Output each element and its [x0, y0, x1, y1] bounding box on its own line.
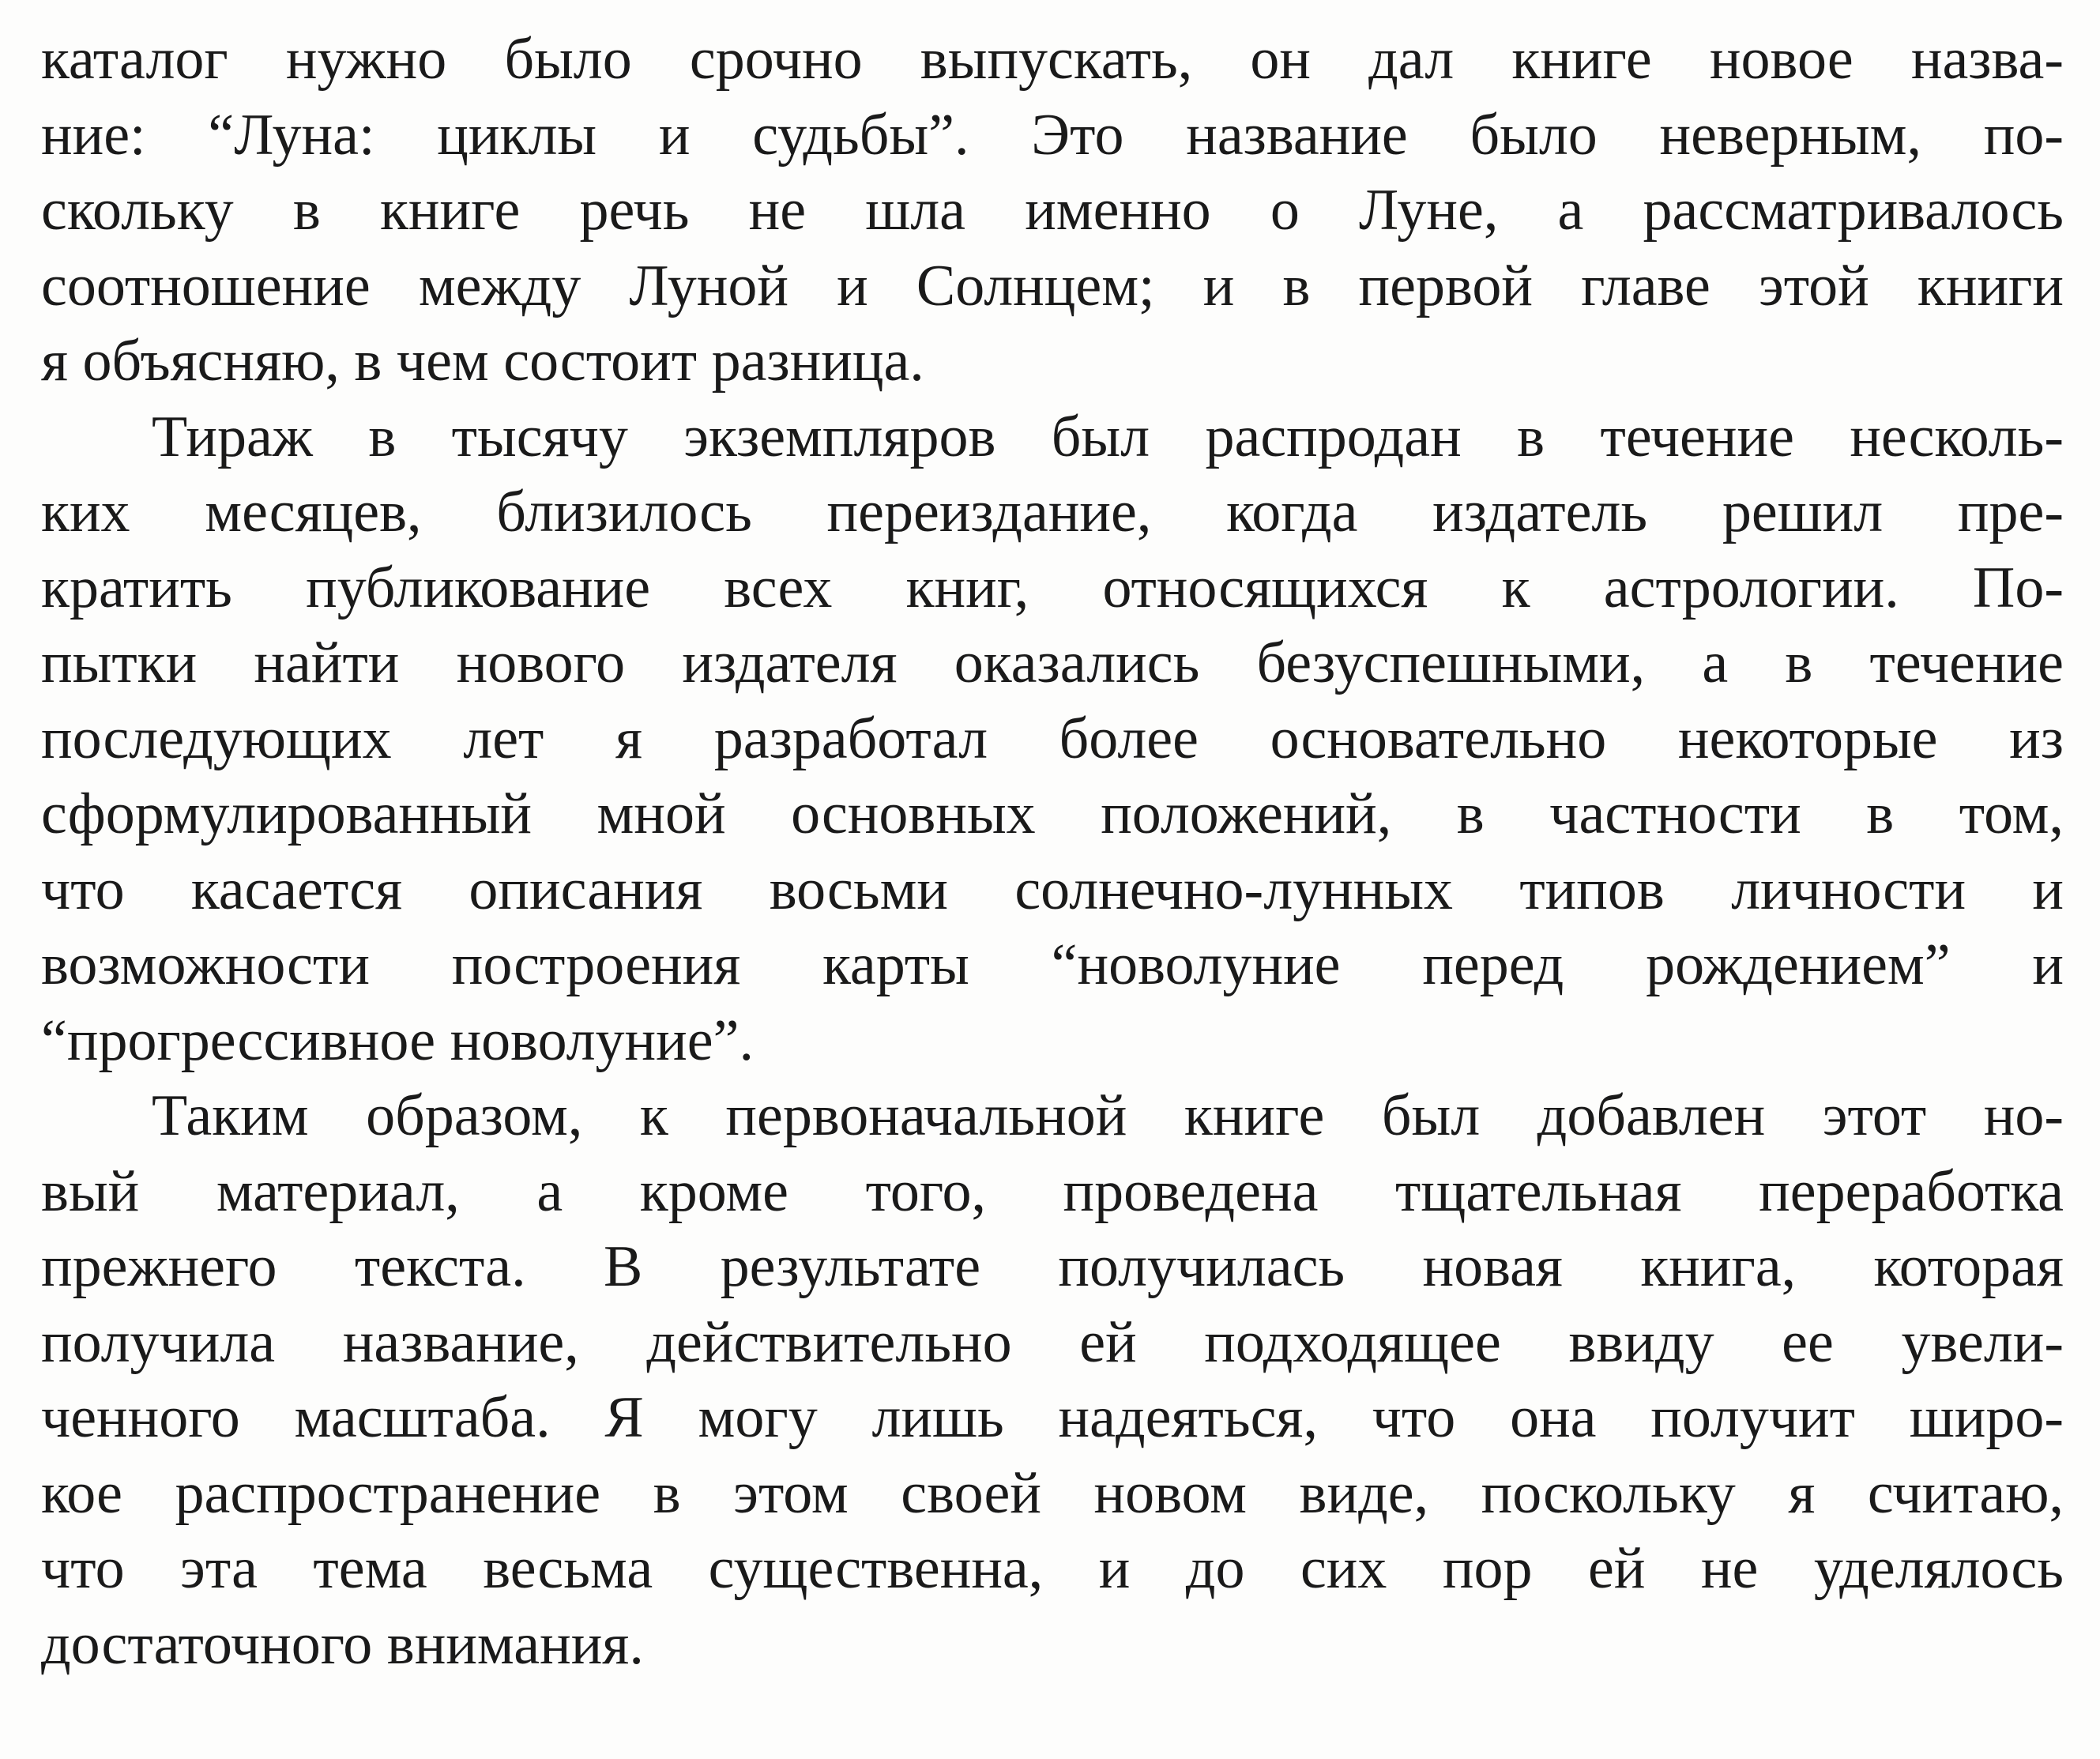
text-line: что касается описания восьми солнечно-лунных типов личности и [41, 857, 2064, 922]
text-line: кое распространение в этом своей новом виде, поскольку я считаю, [41, 1460, 2064, 1526]
text-line: я объясняю, в чем состоит разница. [41, 329, 924, 394]
text-line: кратить публикование всех книг, относящихся к астрологии. По- [41, 555, 2064, 620]
paragraph-3 [41, 1079, 2064, 1682]
text-line: пытки найти нового издателя оказались безуспешными, а в течение [41, 631, 2064, 695]
text-line: вый материал, а кроме того, проведена тщательная переработка [41, 1158, 2064, 1224]
text-line: возможности построения карты “новолуние перед рождением” и [41, 932, 2064, 997]
text-line: прежнего текста. В результате получилась новая книга, которая [41, 1234, 2064, 1299]
paragraph-1 [41, 22, 2064, 400]
text-line: каталог нужно было срочно выпускать, он дал книге новое назва- [41, 27, 2064, 92]
book-text [41, 22, 2064, 1682]
text-line: Тираж в тысячу экземпляров был распродан в течение несколь- [152, 404, 2064, 469]
text-line: ченного масштаба. Я могу лишь надеяться, что она получит широ- [41, 1385, 2064, 1450]
text-line: Таким образом, к первоначальной книге был добавлен этот но- [152, 1083, 2064, 1148]
text-line: что эта тема весьма существенна, и до сих пор ей не уделялось [41, 1536, 2064, 1601]
paragraph-2 [41, 400, 2064, 1079]
text-line: “прогрессивное новолуние”. [41, 1008, 754, 1073]
text-line: сформулированный мной основных положений, в частности в том, [41, 782, 2064, 846]
text-line: достаточного внимания. [41, 1611, 644, 1677]
text-line: ние: “Луна: циклы и судьбы”. Это название было неверным, по- [41, 102, 2064, 168]
text-line: ких месяцев, близилось переиздание, когда издатель решил пре- [41, 480, 2064, 544]
text-line: последующих лет я разработал более основательно некоторые из [41, 706, 2064, 771]
text-line: соотношение между Луной и Солнцем; и в первой главе этой книги [41, 253, 2064, 318]
text-line: скольку в книге речь не шла именно о Луне, а рассматривалось [41, 178, 2064, 243]
text-line: получила название, действительно ей подходящее ввиду ее увели- [41, 1309, 2064, 1375]
